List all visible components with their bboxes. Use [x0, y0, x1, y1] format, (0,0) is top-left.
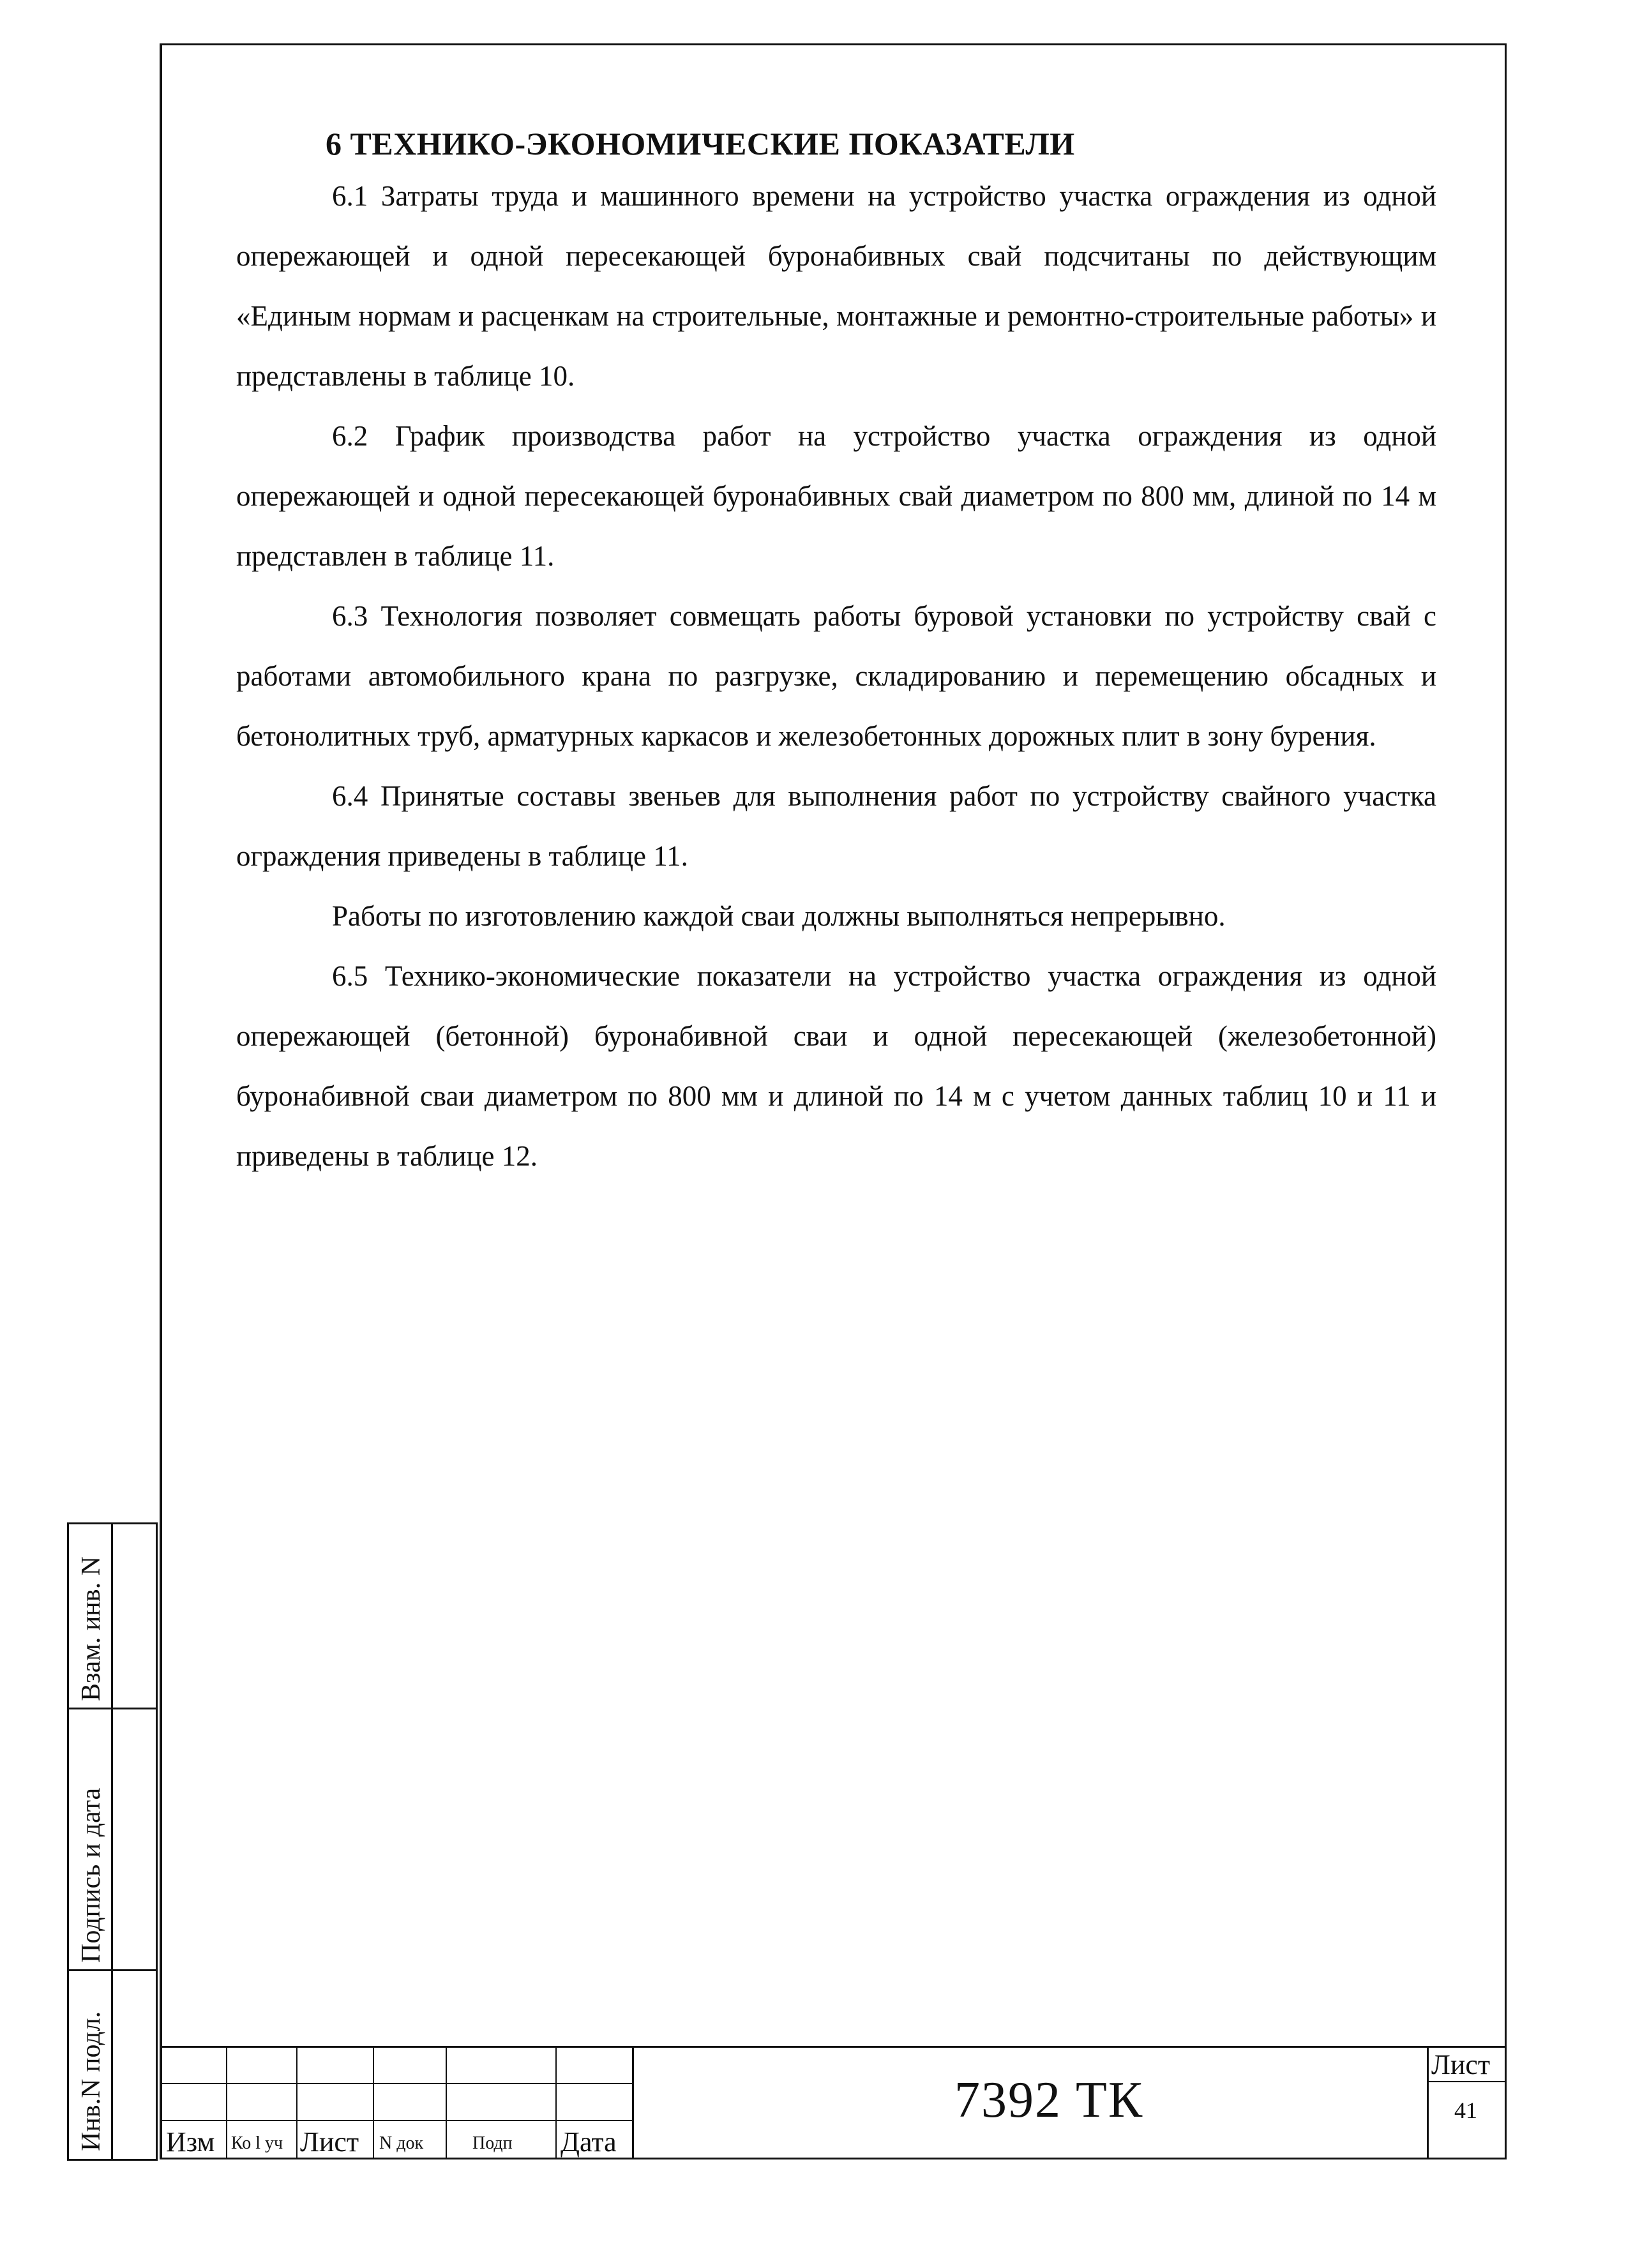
side-stamp [67, 1522, 158, 2161]
title-block-sheet-number: 41 [1454, 2098, 1477, 2123]
paragraph-work-continuous: Работы по изготовлению каждой сваи должны выполняться непрерывно. [332, 900, 1226, 932]
title-block-col-line [226, 2046, 227, 2159]
title-block-border [160, 2046, 1507, 2159]
paragraph-6-3: 6.3 Технология позволяет совмещать работы буровой установки по устройству свай с работами автомобильного крана по разгрузке, складированию и перемещению обсадных и бетонолитных труб, арматурных каркасов и железобетонных дорожных плит в зону бурения. [236, 600, 1436, 752]
title-block-col-line [296, 2046, 297, 2159]
paragraph-6-1: 6.1 Затраты труда и машинного времени на устройство участка ограждения из одной опережающей и одной пересекающей буронабивных свай подсчитаны по действующим «Единым нормам и расценкам на строительные, монтажные и ремонтно-строительные работы» и представлены в таблице 10. [236, 180, 1436, 392]
title-block-row-line [160, 2120, 632, 2121]
side-stamp-vzam-inv: Взам. инв. N [77, 1556, 106, 1701]
title-block-col-line [373, 2046, 374, 2159]
title-block-sheet-label: Лист [1431, 2049, 1491, 2080]
section-heading: 6 ТЕХНИКО-ЭКОНОМИЧЕСКИЕ ПОКАЗАТЕЛИ [326, 126, 1075, 161]
title-block-col-line [1427, 2046, 1429, 2159]
paragraph-6-5: 6.5 Технико-экономические показатели на устройство участка ограждения из одной опережающей (бетонной) буронабивной сваи и одной пересекающей (железобетонной) буронабивной сваи диаметром по 800 мм и длиной по 14 м с учетом данных таблиц 10 и 11 и приведены в таблице 12. [236, 960, 1436, 1172]
title-block-kol-uch: Ко l уч [231, 2133, 283, 2153]
title-block-izm: Изм [166, 2126, 215, 2158]
side-stamp-empty-column [112, 1522, 158, 2161]
side-stamp-inv-podl: Инв.N подл. [77, 2011, 106, 2151]
side-stamp-divider [67, 1969, 158, 1971]
title-block-col-line [446, 2046, 447, 2159]
title-block-data: Дата [561, 2126, 617, 2158]
document-code: 7392 ТК [954, 2072, 1144, 2128]
side-stamp-divider [67, 1708, 158, 1709]
title-block [160, 2046, 1507, 2159]
paragraph-6-4: 6.4 Принятые составы звеньев для выполнения работ по устройству свайного участка ограждения приведены в таблице 11. [236, 780, 1436, 872]
title-block-row-line [160, 2083, 632, 2084]
title-block-row-line [1427, 2081, 1507, 2082]
title-block-podp: Подп [472, 2133, 513, 2153]
document-body [236, 125, 1436, 1186]
title-block-n-dok: N док [379, 2133, 424, 2153]
paragraph-6-2: 6.2 График производства работ на устройство участка ограждения из одной опережающей и одной пересекающей буронабивных свай диаметром по 800 мм, длиной по 14 м представлен в таблице 11. [236, 420, 1436, 572]
title-block-col-line [632, 2046, 634, 2159]
title-block-list-col: Лист [300, 2126, 359, 2158]
side-stamp-podpis-data: Подпись и дата [77, 1787, 106, 1963]
title-block-col-line [555, 2046, 557, 2159]
